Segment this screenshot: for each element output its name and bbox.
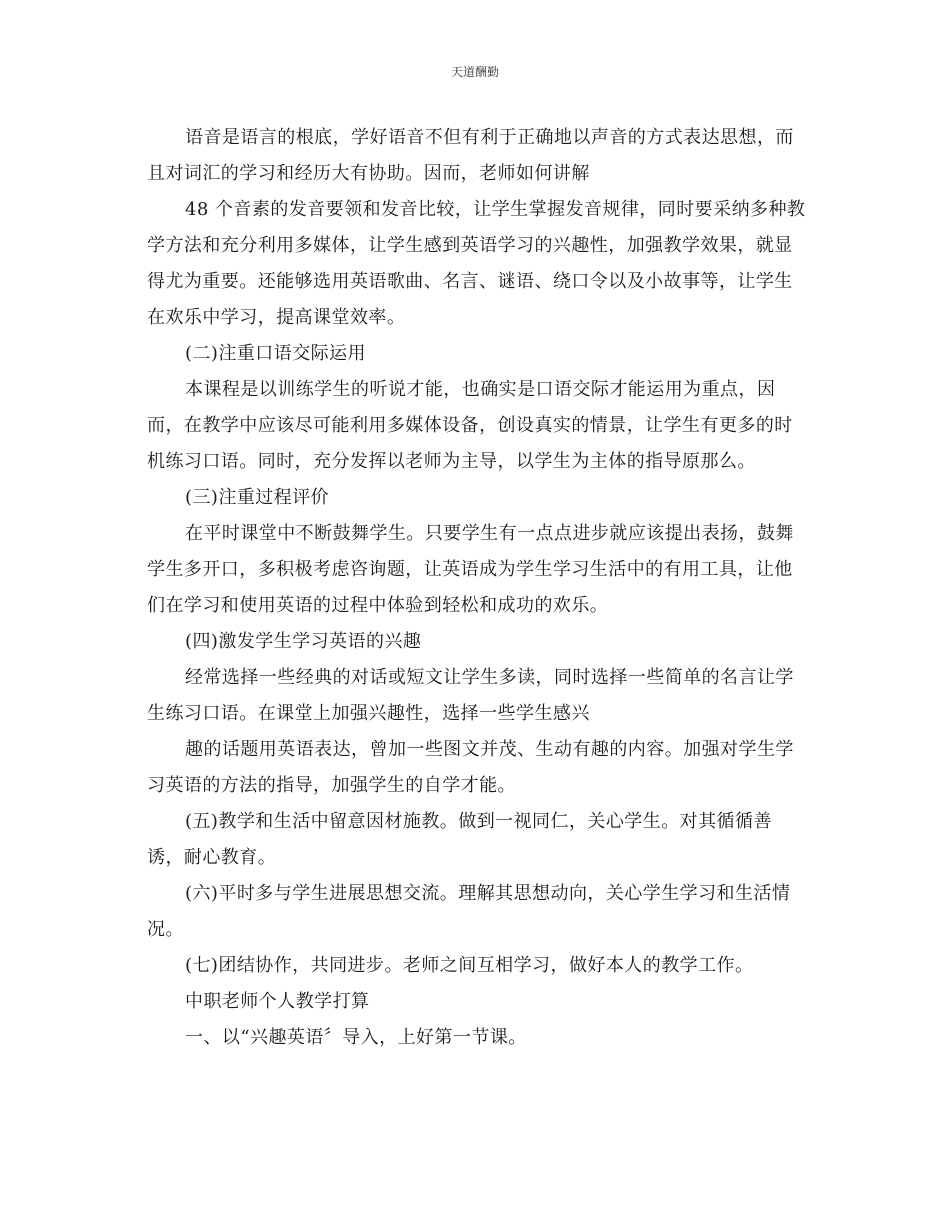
section-heading: (二)注重口语交际运用 <box>185 343 366 364</box>
document-subtitle: 中职老师个人教学打算 <box>185 991 370 1012</box>
section-heading: (六)平时多与学生进展思想交流。理解其思想动向，关心学生学习和生活情 <box>185 883 791 904</box>
paragraph-line: 机练习口语。同时，充分发挥以老师为主导，以学生为主体的指导原那么。 <box>147 451 756 472</box>
paragraph-line: 而，在教学中应该尽可能利用多媒体设备，创设真实的情景，让学生有更多的时 <box>147 415 793 436</box>
paragraph-line: 趣的话题用英语表达，曾加一些图文并茂、生动有趣的内容。加强对学生学 <box>185 739 794 760</box>
paragraph-line: 们在学习和使用英语的过程中体验到轻松和成功的欢乐。 <box>147 595 609 616</box>
paragraph-line: 习英语的方法的指导，加强学生的自学才能。 <box>147 775 516 796</box>
document-body <box>147 120 806 1056</box>
paragraph-line: 语音是语言的根底，学好语音不但有利于正确地以声音的方式表达思想，而 <box>185 127 794 148</box>
paragraph-line: 况。 <box>147 919 184 940</box>
paragraph-line: 在欢乐中学习，提高课堂效率。 <box>147 307 406 328</box>
paragraph-line: 48 个音素的发音要领和发音比较，让学生掌握发音规律，同时要采纳多种教 <box>185 199 806 220</box>
paragraph-line: 且对词汇的学习和经历大有协助。因而，老师如何讲解 <box>147 163 590 184</box>
paragraph-line: 本课程是以训练学生的听说才能，也确实是口语交际才能运用为重点，因 <box>185 379 776 400</box>
section-heading: (三)注重过程评价 <box>185 487 330 508</box>
paragraph-line: 学方法和充分利用多媒体，让学生感到英语学习的兴趣性，加强教学效果，就显 <box>147 235 793 256</box>
section-heading: 一、以“兴趣英语〞导入，上好第一节课。 <box>185 1027 527 1048</box>
paragraph-line: 学生多开口，多积极考虑咨询题，让英语成为学生学习生活中的有用工具，让他 <box>147 559 793 580</box>
paragraph-line: 经常选择一些经典的对话或短文让学生多读，同时选择一些简单的名言让学 <box>185 667 794 688</box>
paragraph-line: 诱，耐心教育。 <box>147 847 277 868</box>
paragraph-line: 在平时课堂中不断鼓舞学生。只要学生有一点点进步就应该提出表扬，鼓舞 <box>185 523 794 544</box>
page-header: 天道酬勤 <box>450 65 499 79</box>
paragraph-line: 生练习口语。在课堂上加强兴趣性，选择一些学生感兴 <box>147 703 590 724</box>
section-heading: (七)团结协作，共同进步。老师之间互相学习，做好本人的教学工作。 <box>185 955 754 976</box>
section-heading: (五)教学和生活中留意因材施教。做到一视同仁，关心学生。对其循循善 <box>185 811 772 832</box>
section-heading: (四)激发学生学习英语的兴趣 <box>185 631 422 652</box>
paragraph-line: 得尤为重要。还能够选用英语歌曲、名言、谜语、绕口令以及小故事等，让学生 <box>147 271 793 292</box>
